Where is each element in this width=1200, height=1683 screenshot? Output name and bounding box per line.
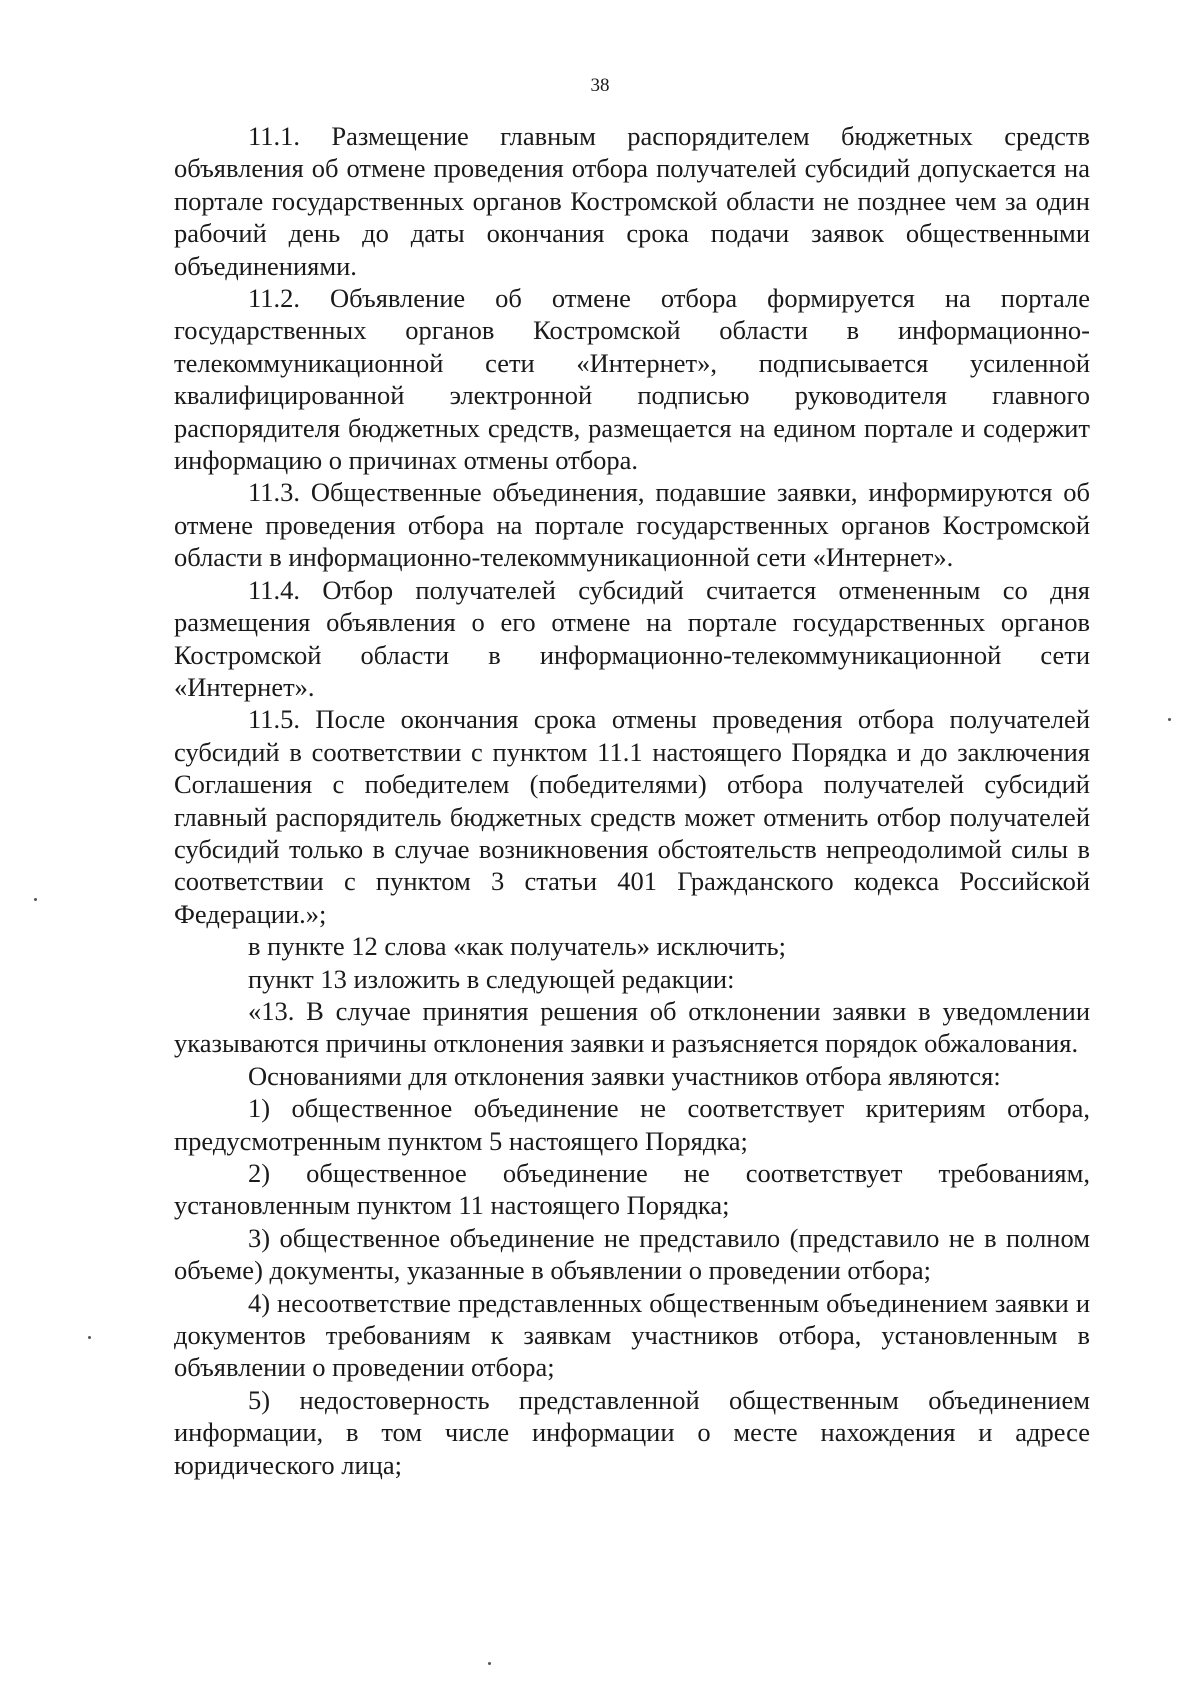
scan-speck	[488, 1662, 491, 1665]
paragraph-clause-13-intro: пункт 13 изложить в следующей редакции:	[248, 963, 735, 994]
scan-speck	[34, 898, 37, 901]
list-item-2: 2) общественное объединение не соответствует требованиям, установленным пунктом 11 настоящего Порядка;	[174, 1158, 1090, 1221]
scan-speck	[88, 1336, 91, 1339]
paragraph-13: «13. В случае принятия решения об отклонении заявки в уведомлении указываются причины отклонения заявки и разъясняется порядок обжалования.	[174, 995, 1090, 1059]
paragraph-11-1: 11.1. Размещение главным распорядителем бюджетных средств объявления об отмене проведения отбора получателей субсидий допускается на портале государственных органов Костромской области не позднее чем за один рабочий день до даты окончания срока подачи заявок общественными объединениями.	[174, 121, 1090, 281]
list-item-1: 1) общественное объединение не соответствует критериям отбора, предусмотренным пунктом 5 настоящего Порядка;	[174, 1093, 1090, 1156]
document-body	[174, 120, 1090, 1481]
paragraph-rejection-grounds: Основаниями для отклонения заявки участников отбора являются:	[248, 1060, 1001, 1091]
list-item-5: 5) недостоверность представленной общественным объединением информации, в том числе информации о месте нахождения и адресе юридического лица;	[174, 1384, 1090, 1480]
paragraph-11-4: 11.4. Отбор получателей субсидий считается отмененным со дня размещения объявления о его отмене на портале государственных органов Костромской области в информационно-телекоммуникационной сети «Интернет».	[174, 574, 1090, 702]
paragraph-clause-12: в пункте 12 слова «как получатель» исключить;	[248, 931, 786, 962]
page-number: 38	[590, 75, 610, 96]
scan-speck	[1168, 718, 1171, 721]
paragraph-11-5: 11.5. После окончания срока отмены проведения отбора получателей субсидий в соответствии с пунктом 11.1 настоящего Порядка и до заключения Соглашения с победителем (победителями) отбора получателей субсидий главный распорядитель бюджетных средств может отменить отбор получателей субсидий только в случае возникновения обстоятельств непреодолимой силы в соответствии с пунктом 3 статьи 401 Гражданского кодекса Российской Федерации.»;	[174, 704, 1090, 929]
paragraph-11-3: 11.3. Общественные объединения, подавшие заявки, информируются об отмене проведения отбора на портале государственных органов Костромской области в информационно-телекоммуникационной сети «Интернет».	[174, 477, 1090, 573]
list-item-4: 4) несоответствие представленных общественным объединением заявки и документов требованиям к заявкам участников отбора, установленным в объявлении о проведении отбора;	[174, 1287, 1090, 1383]
list-item-3: 3) общественное объединение не представило (представило не в полном объеме) документы, указанные в объявлении о проведении отбора;	[174, 1222, 1090, 1286]
paragraph-11-2: 11.2. Объявление об отмене отбора формируется на портале государственных органов Костромской области в информационно-телекоммуникационной сети «Интернет», подписывается усиленной квалифицированной электронной подписью руководителя главного распорядителя бюджетных средств, размещается на едином портале и содержит информацию о причинах отмены отбора.	[174, 283, 1090, 476]
